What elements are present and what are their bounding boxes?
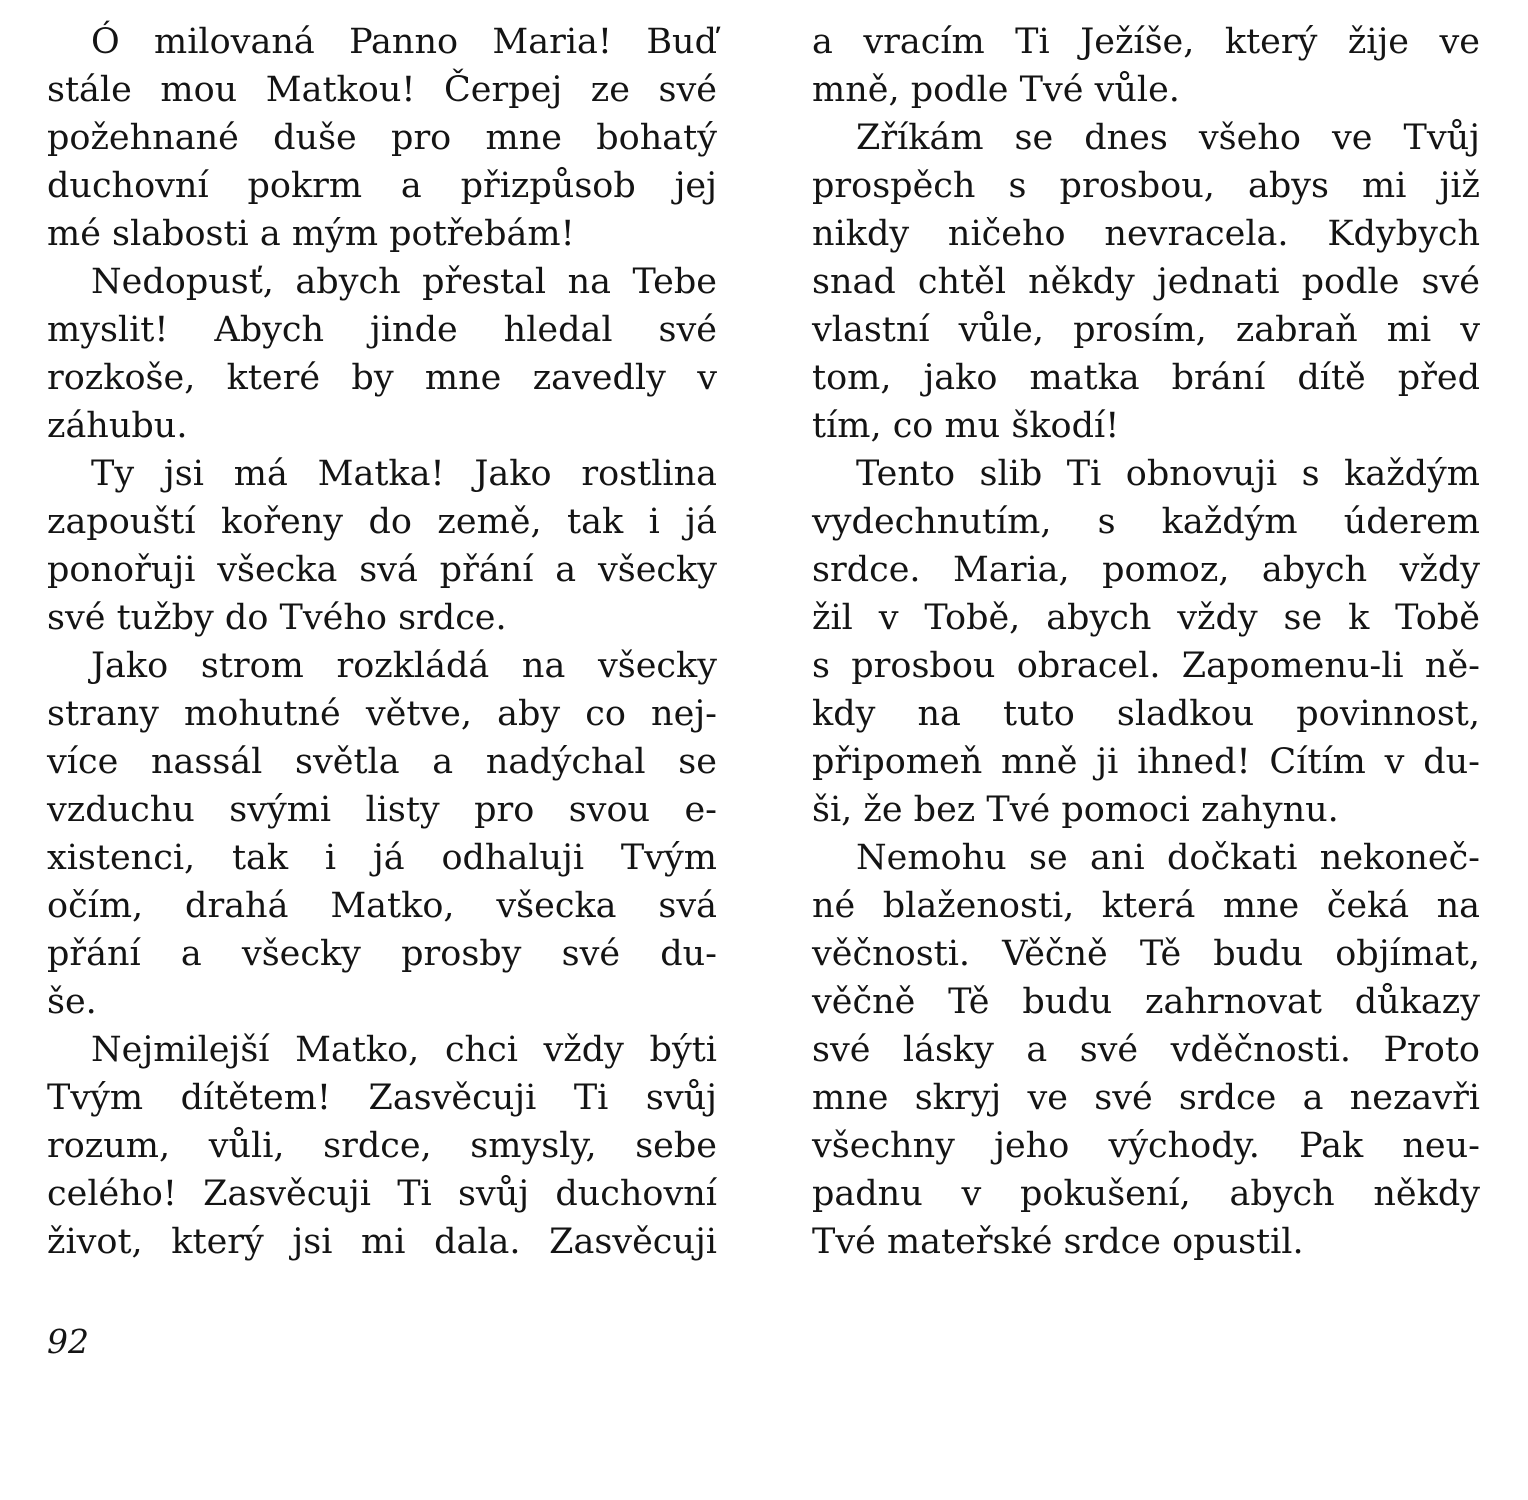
text-line: Ó milovaná Panno Maria! Buď	[91, 22, 717, 62]
text-line: s prosbou obracel. Zapomenu-li ně-	[812, 646, 1480, 686]
text-line: Nedopusť, abych přestal na Tebe	[91, 262, 717, 302]
text-line: duchovní pokrm a přizpůsob jej	[47, 166, 717, 206]
text-line: ponořuji všecka svá přání a všecky	[47, 550, 717, 590]
text-line: žil v Tobě, abych vždy se k Tobě	[812, 598, 1480, 638]
text-line: snad chtěl někdy jednati podle své	[812, 262, 1480, 302]
text-line: tím, co mu škodí!	[812, 406, 1120, 446]
page-number: 92	[47, 1322, 89, 1361]
text-line: celého! Zasvěcuji Ti svůj duchovní	[47, 1174, 717, 1214]
text-line: očím, drahá Matko, všecka svá	[47, 886, 717, 926]
paragraph	[812, 834, 1480, 1266]
text-line: strany mohutné větve, aby co nej-	[47, 694, 717, 734]
paragraph	[47, 18, 717, 258]
text-line: rozum, vůli, srdce, smysly, sebe	[47, 1126, 717, 1166]
text-line: mé slabosti a mým potřebám!	[47, 214, 575, 254]
text-line: Tvým dítětem! Zasvěcuji Ti svůj	[47, 1078, 717, 1118]
text-line: všechny jeho východy. Pak neu-	[812, 1126, 1480, 1166]
text-line: více nassál světla a nadýchal se	[47, 742, 717, 782]
text-line: padnu v pokušení, abych někdy	[812, 1174, 1480, 1214]
paragraph	[47, 642, 717, 1026]
text-line: Ty jsi má Matka! Jako rostlina	[91, 454, 717, 494]
text-line: še.	[47, 982, 97, 1022]
paragraph	[47, 1026, 717, 1266]
text-line: vydechnutím, s každým úderem	[812, 502, 1480, 542]
paragraph	[812, 18, 1480, 114]
text-line: a vracím Ti Ježíše, který žije ve	[812, 22, 1480, 62]
text-line: své tužby do Tvého srdce.	[47, 598, 507, 638]
text-line: život, který jsi mi dala. Zasvěcuji	[47, 1222, 717, 1262]
text-line: srdce. Maria, pomoz, abych vždy	[812, 550, 1480, 590]
text-line: připomeň mně ji ihned! Cítím v du-	[812, 742, 1480, 782]
text-line: Zříkám se dnes všeho ve Tvůj	[856, 118, 1480, 158]
text-line: mně, podle Tvé vůle.	[812, 70, 1180, 110]
text-line: né blaženosti, která mne čeká na	[812, 886, 1480, 926]
text-line: Jako strom rozkládá na všecky	[91, 646, 717, 686]
text-line: myslit! Abych jinde hledal své	[47, 310, 717, 350]
text-line: vzduchu svými listy pro svou e-	[47, 790, 717, 830]
text-line: Tvé mateřské srdce opustil.	[812, 1222, 1304, 1262]
text-line: své lásky a své vděčnosti. Proto	[812, 1030, 1480, 1070]
text-line: věčně Tě budu zahrnovat důkazy	[812, 982, 1480, 1022]
right-text-column	[812, 18, 1480, 1266]
paragraph	[47, 258, 717, 450]
text-line: stále mou Matkou! Čerpej ze své	[47, 70, 717, 110]
paragraph	[812, 450, 1480, 834]
text-line: ši, že bez Tvé pomoci zahynu.	[812, 790, 1339, 830]
text-line: zapouští kořeny do země, tak i já	[47, 502, 717, 542]
text-line: Nejmilejší Matko, chci vždy býti	[91, 1030, 717, 1070]
text-line: nikdy ničeho nevracela. Kdybych	[812, 214, 1480, 254]
text-line: požehnané duše pro mne bohatý	[47, 118, 717, 158]
left-text-column	[47, 18, 717, 1266]
text-line: Tento slib Ti obnovuji s každým	[856, 454, 1480, 494]
text-line: Nemohu se ani dočkati nekoneč-	[856, 838, 1480, 878]
paragraph	[47, 450, 717, 642]
text-line: věčnosti. Věčně Tě budu objímat,	[812, 934, 1480, 974]
text-line: mne skryj ve své srdce a nezavři	[812, 1078, 1480, 1118]
text-line: xistenci, tak i já odhaluji Tvým	[47, 838, 717, 878]
text-line: vlastní vůle, prosím, zabraň mi v	[812, 310, 1480, 350]
paragraph	[812, 114, 1480, 450]
text-line: kdy na tuto sladkou povinnost,	[812, 694, 1480, 734]
text-line: přání a všecky prosby své du-	[47, 934, 717, 974]
text-line: tom, jako matka brání dítě před	[812, 358, 1480, 398]
text-line: záhubu.	[47, 406, 188, 446]
text-line: rozkoše, které by mne zavedly v	[47, 358, 717, 398]
text-line: prospěch s prosbou, abys mi již	[812, 166, 1480, 206]
